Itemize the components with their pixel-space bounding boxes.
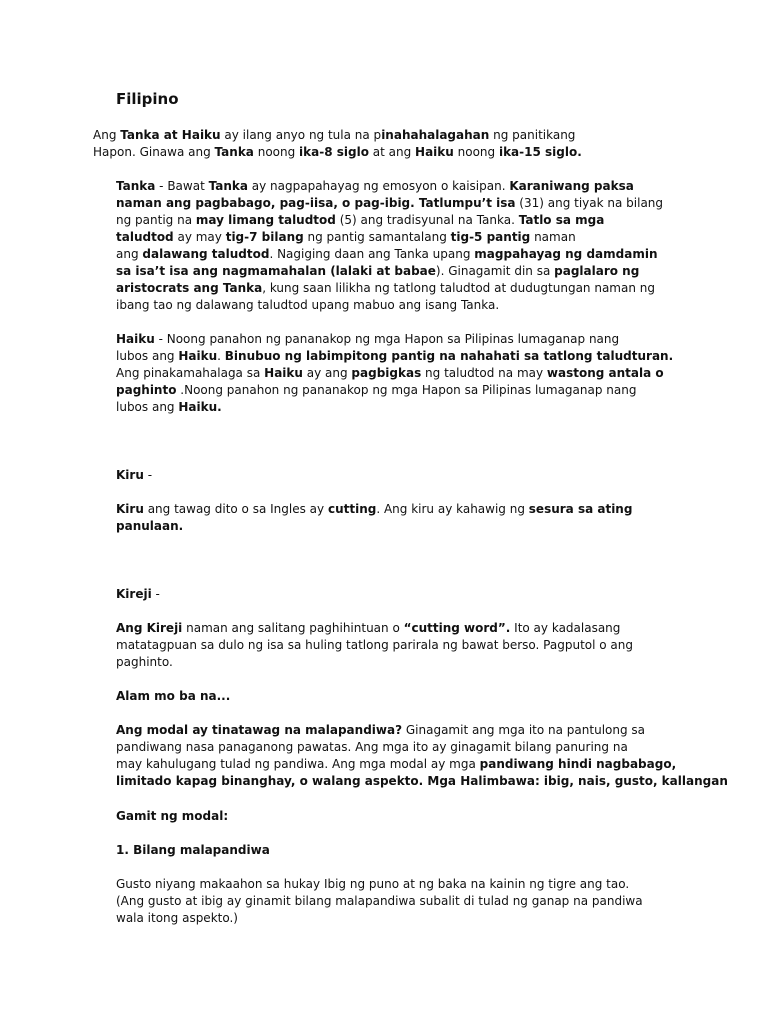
bold-text-run: Haiku: [116, 332, 155, 346]
bold-text-run: sesura sa ating: [528, 502, 633, 516]
text-run: lubos ang: [116, 349, 179, 363]
text-line: [116, 910, 656, 927]
bold-text-run: Haiku: [415, 145, 454, 159]
kireji-paragraph: [116, 620, 656, 671]
bold-text-run: ika-8 siglo: [299, 145, 369, 159]
text-run: ng panitikang: [489, 128, 576, 142]
bold-text-run: ika-15 siglo.: [498, 145, 582, 159]
bold-text-run: Tanka: [116, 179, 156, 193]
bold-text-run: Kireji: [116, 587, 152, 601]
text-run: noong: [253, 145, 300, 159]
bold-text-run: Haiku.: [178, 400, 222, 414]
text-run: ibang tao ng dalawang taludtod upang mabuo ang isang Tanka.: [116, 298, 500, 312]
bold-text-run: naman ang pagbabago, pag-iisa, o pag-ibig. Tatlumpu’t isa: [116, 196, 516, 210]
bold-text-run: tig-7 bilang: [225, 230, 304, 244]
bold-text-run: pandiwang hindi nagbabago,: [479, 757, 677, 771]
alam-mo-ba-heading: [116, 688, 656, 705]
text-line: [116, 842, 656, 859]
text-line: [116, 229, 656, 246]
text-run: ay nagpapahayag ng emosyon o kaisipan.: [247, 179, 510, 193]
bold-text-run: Kiru: [116, 502, 144, 516]
bold-text-run: Gamit ng modal:: [116, 809, 229, 823]
text-run: ay may: [173, 230, 226, 244]
text-line: [116, 297, 656, 314]
text-line: [116, 620, 656, 637]
bold-text-run: Binubuo ng labimpitong pantig na nahahati sa tatlong taludturan.: [224, 349, 674, 363]
bold-text-run: Haiku: [178, 349, 218, 363]
kiru-heading: [116, 467, 656, 484]
text-line: [116, 246, 656, 263]
text-line: [116, 467, 656, 484]
bold-text-run: paghinto: [116, 383, 177, 397]
bold-text-run: Haiku: [264, 366, 303, 380]
text-run: paghinto.: [116, 655, 173, 669]
text-line: [116, 399, 656, 416]
text-run: Ang pinakamahalaga sa: [116, 366, 265, 380]
bold-text-run: Tanka: [208, 179, 248, 193]
text-line: [116, 348, 674, 365]
bold-text-run: dalawang taludtod: [142, 247, 270, 261]
text-run: -: [151, 587, 160, 601]
text-run: Gusto niyang makaahon sa hukay Ibig ng puno at ng baka na kainin ng tigre ang tao.: [116, 877, 630, 891]
text-line: [116, 773, 728, 790]
text-run: .: [217, 349, 225, 363]
text-line: [116, 739, 656, 756]
text-run: pandiwang nasa panaganong pawatas. Ang mga ito ay ginagamit bilang panuring na: [116, 740, 628, 754]
bold-text-run: 1. Bilang malapandiwa: [116, 843, 270, 857]
bold-text-run: Tanka at Haiku: [120, 128, 221, 142]
text-run: may kahulugang tulad ng pandiwa. Ang mga modal ay mga: [116, 757, 480, 771]
text-run: Ang: [93, 128, 121, 142]
text-line: [116, 688, 656, 705]
text-line: [116, 263, 656, 280]
example-paragraph: [116, 876, 656, 927]
bold-text-run: limitado kapag binanghay, o walang aspekto. Mga Halimbawa: ibig, nais, gusto, kallangan: [116, 774, 728, 788]
text-line: [93, 127, 653, 144]
bold-text-run: Kiru: [116, 468, 144, 482]
text-line: [116, 331, 656, 348]
text-line: [116, 518, 656, 535]
text-run: (5) ang tradisyunal na Tanka.: [335, 213, 519, 227]
text-run: ng pantig na: [116, 213, 196, 227]
text-run: - Noong panahon ng pananakop ng mga Hapon sa Pilipinas lumaganap nang: [154, 332, 620, 346]
text-run: Ito ay kadalasang: [510, 621, 621, 635]
text-run: ay ang: [302, 366, 352, 380]
bold-text-run: Tanka: [214, 145, 254, 159]
text-run: ang tawag dito o sa Ingles ay: [143, 502, 328, 516]
text-run: ng taludtod na may: [421, 366, 547, 380]
document-title: Filipino: [116, 90, 179, 108]
bilang-malapandiwa-heading: [116, 842, 656, 859]
text-run: Ginagamit ang mga ito na pantulong sa: [402, 723, 646, 737]
bold-text-run: Tatlo sa mga: [518, 213, 605, 227]
bold-text-run: “cutting word”.: [403, 621, 511, 635]
text-line: [116, 501, 656, 518]
text-line: [116, 280, 656, 297]
gamit-ng-modal-heading: [116, 808, 656, 825]
bold-text-run: sa isa’t isa ang nagmamahalan (lalaki at babae: [116, 264, 436, 278]
bold-text-run: tig-5 pantig: [450, 230, 531, 244]
bold-text-run: magpahayag ng damdamin: [474, 247, 658, 261]
text-run: wala itong aspekto.): [116, 911, 238, 925]
text-line: [116, 756, 677, 773]
text-run: Hapon. Ginawa ang: [93, 145, 215, 159]
text-run: matatagpuan sa dulo ng isa sa huling tatlong parirala ng bawat berso. Pagputol o ang: [116, 638, 633, 652]
text-line: [116, 586, 656, 603]
bold-text-run: paglalaro ng: [554, 264, 640, 278]
haiku-paragraph: [116, 331, 674, 416]
text-run: naman: [530, 230, 576, 244]
modal-paragraph: [116, 722, 728, 790]
text-line: [116, 654, 656, 671]
bold-text-run: wastong antala o: [546, 366, 664, 380]
text-line: [116, 382, 656, 399]
kireji-heading: [116, 586, 656, 603]
kiru-paragraph: [116, 501, 656, 535]
text-run: noong: [453, 145, 499, 159]
tanka-paragraph: [116, 178, 664, 314]
text-line: [116, 178, 656, 195]
text-line: [116, 808, 656, 825]
bold-text-run: inahahalagahan: [381, 128, 490, 142]
text-run: ang: [116, 247, 143, 261]
text-run: -: [143, 468, 153, 482]
text-run: .Noong panahon ng pananakop ng mga Hapon sa Pilipinas lumaganap nang: [176, 383, 637, 397]
text-line: [116, 195, 664, 212]
bold-text-run: may limang taludtod: [195, 213, 336, 227]
bold-text-run: Karaniwang paksa: [509, 179, 634, 193]
intro-paragraph: [93, 127, 653, 161]
text-run: (Ang gusto at ibig ay ginamit bilang malapandiwa subalit di tulad ng ganap na pandiwa: [116, 894, 643, 908]
text-run: - Bawat: [155, 179, 209, 193]
text-run: . Nagiging daan ang Tanka upang: [269, 247, 475, 261]
text-run: lubos ang: [116, 400, 179, 414]
text-line: [116, 212, 656, 229]
text-line: [93, 144, 653, 161]
text-run: . Ang kiru ay kahawig ng: [376, 502, 529, 516]
text-run: naman ang salitang paghihintuan o: [182, 621, 404, 635]
bold-text-run: pagbigkas: [351, 366, 422, 380]
text-run: (31) ang tiyak na bilang: [515, 196, 664, 210]
bold-text-run: Alam mo ba na...: [116, 689, 231, 703]
bold-text-run: panulaan.: [116, 519, 184, 533]
text-line: [116, 365, 664, 382]
bold-text-run: Ang modal ay tinatawag na malapandiwa?: [116, 723, 403, 737]
bold-text-run: cutting: [327, 502, 377, 516]
text-line: [116, 893, 656, 910]
text-line: [116, 637, 656, 654]
text-run: , kung saan lilikha ng tatlong taludtod at dudugtungan naman ng: [262, 281, 655, 295]
text-line: [116, 722, 656, 739]
bold-text-run: Ang Kireji: [116, 621, 183, 635]
text-run: at ang: [368, 145, 416, 159]
text-run: ). Ginagamit din sa: [435, 264, 555, 278]
bold-text-run: taludtod: [116, 230, 174, 244]
bold-text-run: aristocrats ang Tanka: [116, 281, 263, 295]
text-line: [116, 876, 656, 893]
text-run: ng pantig samantalang: [303, 230, 451, 244]
text-run: ay ilang anyo ng tula na p: [220, 128, 382, 142]
